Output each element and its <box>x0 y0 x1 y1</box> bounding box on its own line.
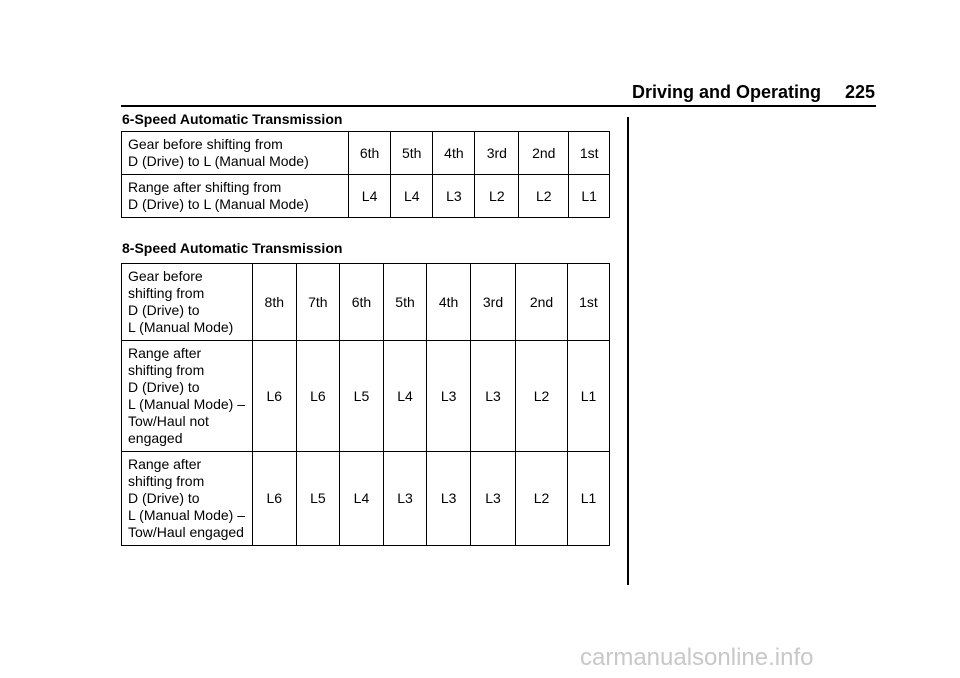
watermark: carmanualsonline.info <box>580 644 814 671</box>
label-line: L (Manual Mode) – <box>128 396 245 412</box>
column-divider <box>627 117 629 585</box>
table-cell: 2nd <box>516 264 568 341</box>
label-line: D (Drive) to L (Manual Mode) <box>128 153 309 169</box>
table-row <box>122 132 610 175</box>
table-cell: L3 <box>470 452 515 546</box>
table-row <box>122 175 610 218</box>
label-line: D (Drive) to <box>128 379 200 395</box>
label-line: Gear before <box>128 268 203 284</box>
row-label <box>122 132 349 175</box>
table-cell: L6 <box>296 341 340 452</box>
table-cell: L4 <box>340 452 384 546</box>
table-cell: L3 <box>470 341 515 452</box>
label-line: D (Drive) to <box>128 490 200 506</box>
row-label <box>122 175 349 218</box>
table-row <box>122 452 610 546</box>
label-line: Gear before shifting from <box>128 136 283 152</box>
header-rule <box>121 105 876 107</box>
label-line: Tow/Haul engaged <box>128 524 244 540</box>
table-cell: L5 <box>340 341 384 452</box>
label-line: shifting from <box>128 473 205 489</box>
table-cell: 1st <box>569 132 610 175</box>
table-cell: 1st <box>567 264 609 341</box>
table-cell: L2 <box>516 452 568 546</box>
row-label <box>122 341 253 452</box>
six-speed-title: 6-Speed Automatic Transmission <box>122 111 343 127</box>
table-cell: 2nd <box>519 132 569 175</box>
table-cell: 4th <box>433 132 475 175</box>
table-cell: L2 <box>475 175 519 218</box>
page-number: 225 <box>845 82 876 102</box>
table-cell: L2 <box>519 175 569 218</box>
label-line: L (Manual Mode) – <box>128 507 245 523</box>
table-cell: L4 <box>391 175 433 218</box>
table-cell: L5 <box>296 452 340 546</box>
six-speed-table <box>121 131 610 218</box>
table-cell: L3 <box>427 341 471 452</box>
label-line: D (Drive) to <box>128 302 200 318</box>
table-cell: 3rd <box>470 264 515 341</box>
table-row <box>122 264 610 341</box>
table-cell: 5th <box>391 132 433 175</box>
table-cell: 8th <box>253 264 297 341</box>
eight-speed-table <box>121 263 610 546</box>
table-cell: 5th <box>383 264 427 341</box>
table-cell: 4th <box>427 264 471 341</box>
table-cell: L1 <box>569 175 610 218</box>
table-cell: 6th <box>349 132 391 175</box>
table-cell: 3rd <box>475 132 519 175</box>
label-line: L (Manual Mode) <box>128 319 234 335</box>
table-row <box>122 341 610 452</box>
section-title-header: Driving and Operating <box>632 82 822 102</box>
table-cell: L1 <box>567 341 609 452</box>
table-cell: L3 <box>433 175 475 218</box>
table-cell: L4 <box>383 341 427 452</box>
label-line: Range after <box>128 456 202 472</box>
table-cell: L3 <box>427 452 471 546</box>
table-cell: L4 <box>349 175 391 218</box>
label-line: shifting from <box>128 362 205 378</box>
table-cell: L6 <box>253 452 297 546</box>
label-line: Tow/Haul not <box>128 413 209 429</box>
label-line: D (Drive) to L (Manual Mode) <box>128 196 309 212</box>
row-label <box>122 264 253 341</box>
label-line: Range after shifting from <box>128 179 282 195</box>
table-cell: L1 <box>567 452 609 546</box>
label-line: engaged <box>128 430 183 446</box>
eight-speed-title: 8-Speed Automatic Transmission <box>122 240 343 256</box>
row-label <box>122 452 253 546</box>
table-cell: 6th <box>340 264 384 341</box>
label-line: shifting from <box>128 285 205 301</box>
table-cell: L2 <box>516 341 568 452</box>
table-cell: 7th <box>296 264 340 341</box>
table-cell: L6 <box>253 341 297 452</box>
table-cell: L3 <box>383 452 427 546</box>
label-line: Range after <box>128 345 202 361</box>
